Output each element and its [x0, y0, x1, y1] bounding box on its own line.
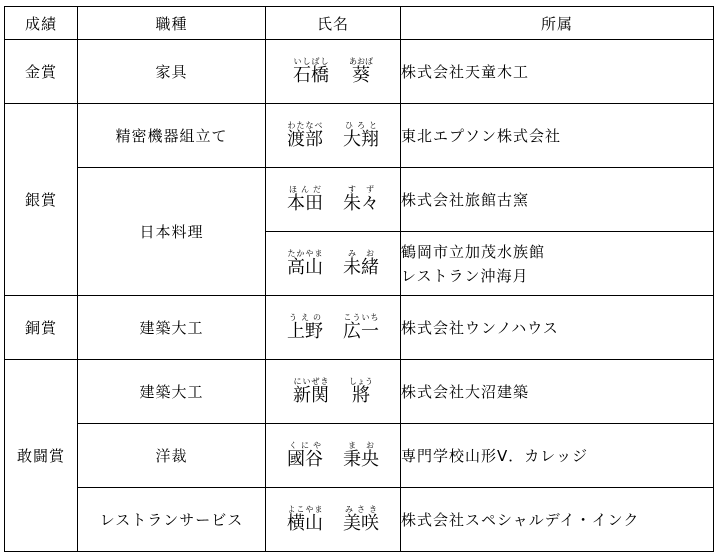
- job-cell: 精密機器組立て: [78, 104, 266, 168]
- affiliation-cell: 株式会社ウンノハウス: [401, 296, 714, 360]
- given-name: 大翔ひろと: [343, 120, 379, 150]
- affiliation-cell: 株式会社大沼建築: [401, 360, 714, 424]
- job-cell: 建築大工: [78, 296, 266, 360]
- affiliation-cell: 東北エプソン株式会社: [401, 104, 714, 168]
- given-name: 葵あおば: [349, 56, 373, 86]
- job-cell: 洋裁: [78, 424, 266, 488]
- affiliation-cell: 株式会社旅館古窯: [401, 168, 714, 232]
- name-cell: [266, 424, 401, 488]
- job-cell: 日本料理: [78, 168, 266, 296]
- family-name: 石橋いしばし: [293, 56, 329, 86]
- job-cell: 建築大工: [78, 360, 266, 424]
- given-name: 秉央まお: [343, 440, 379, 470]
- table-row: [5, 168, 714, 232]
- name-cell: [266, 296, 401, 360]
- job-cell: レストランサービス: [78, 488, 266, 552]
- table-row: [5, 104, 714, 168]
- name-cell: [266, 232, 401, 296]
- award-gold: 金賞: [5, 40, 78, 104]
- affiliation-cell: 株式会社スペシャルデイ・インク: [401, 488, 714, 552]
- given-name: 未緒みお: [343, 248, 379, 278]
- name-cell: [266, 104, 401, 168]
- given-name: 広一こういち: [343, 312, 379, 342]
- affiliation-cell: 鶴岡市立加茂水族館 レストラン沖海月: [401, 232, 714, 296]
- table-row: [5, 296, 714, 360]
- header-affiliation: 所属: [401, 7, 714, 40]
- award-silver: 銀賞: [5, 104, 78, 296]
- header-name: 氏名: [266, 7, 401, 40]
- name-cell: [266, 360, 401, 424]
- given-name: 朱々すず: [343, 184, 379, 214]
- table-row: [5, 360, 714, 424]
- given-name: 美咲みさき: [343, 504, 379, 534]
- family-name: 上野うえの: [287, 312, 323, 342]
- header-row: [5, 7, 714, 40]
- name-cell: [266, 168, 401, 232]
- header-job: 職種: [78, 7, 266, 40]
- table-row: [5, 488, 714, 552]
- award-bronze: 銅賞: [5, 296, 78, 360]
- job-cell: 家具: [78, 40, 266, 104]
- family-name: 本田ほんだ: [287, 184, 323, 214]
- affiliation-cell: 専門学校山形V．カレッジ: [401, 424, 714, 488]
- table-row: [5, 40, 714, 104]
- header-result: 成績: [5, 7, 78, 40]
- affiliation-cell: 株式会社天童木工: [401, 40, 714, 104]
- award-fighting-spirit: 敢闘賞: [5, 360, 78, 552]
- family-name: 國谷くにや: [287, 440, 323, 470]
- name-cell: [266, 488, 401, 552]
- family-name: 渡部わたなべ: [287, 120, 323, 150]
- family-name: 横山よこやま: [287, 504, 323, 534]
- family-name: 高山たかやま: [287, 248, 323, 278]
- given-name: 將しょう: [349, 376, 373, 406]
- awards-table: [4, 6, 714, 552]
- name-cell: [266, 40, 401, 104]
- family-name: 新関にいぜき: [293, 376, 329, 406]
- table-row: [5, 424, 714, 488]
